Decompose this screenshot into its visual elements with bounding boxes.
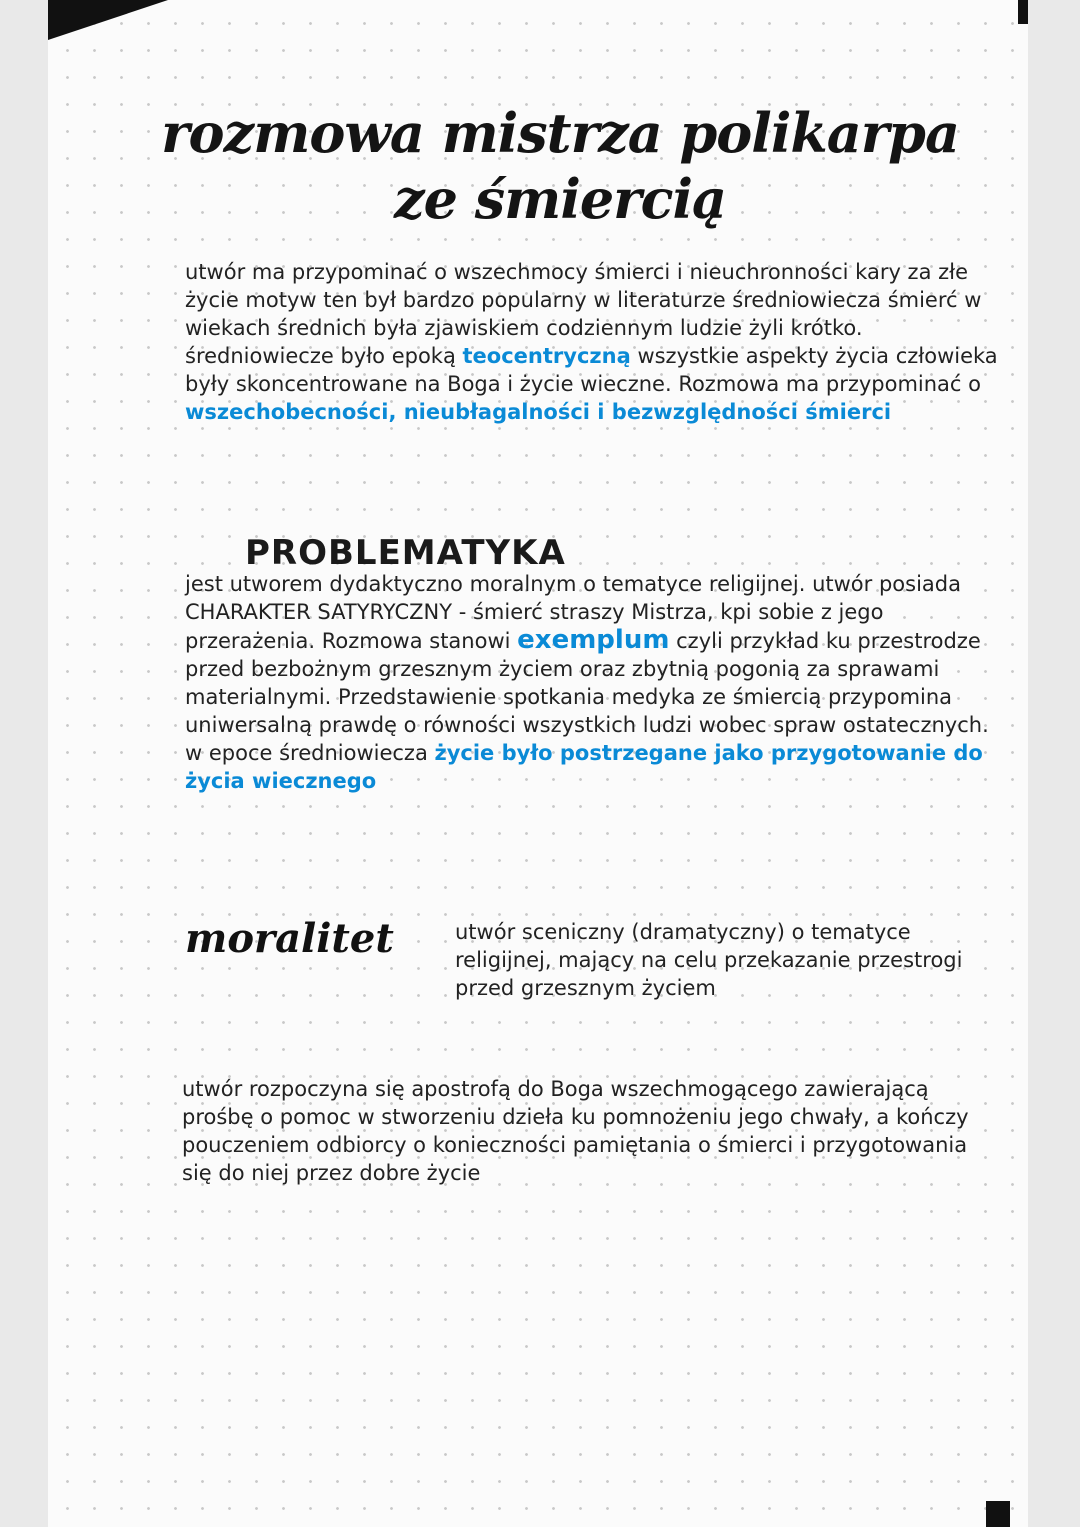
intro-text: utwór ma przypominać o wszechmocy śmierci i nieuchronności kary za złe życie motyw ten był bardzo popularny w literaturze średniowiecza śmierć w wiekach średnich była zjawiskiem codziennym ludzie żyli krótko. średniowiecze było epoką [185, 260, 982, 368]
page-title: rozmowa mistrza polikarpa ze śmiercią [161, 101, 959, 231]
page-corner-shadow [48, 0, 168, 40]
moralitet-definition: utwór sceniczny (dramatyczny) o tematyce religijnej, mający na celu przekazanie przestrogi przed grzesznym życiem [455, 920, 963, 1000]
term-moralitet: moralitet [185, 915, 394, 962]
problem-text-continued: czyli przykład ku przestrodze przed bezbożnym grzesznym życiem oraz zbytnią pogonią za sprawami materialnymi. Przedstawienie spotkania medyka ze śmiercią przypomina uniwersalną prawdę o równości wszystkich ludzi wobec spraw ostatecznych. w epoce średniowiecza [185, 629, 989, 765]
intro-text-continued: wszystkie aspekty życia człowieka były skoncentrowane na Boga i życie wieczne. Rozmowa ma przypominać o [185, 344, 998, 396]
closing-paragraph: utwór rozpoczyna się apostrofą do Boga wszechmogącego zawierającą prośbę o pomoc w stworzeniu dzieła ku pomnożeniu jego chwały, a kończy pouczeniem odbiorcy o konieczności pamiętania o śmierci i przygotowania się do niej przez dobre życie [182, 1077, 969, 1185]
problem-paragraph [185, 570, 1005, 795]
intro-paragraph [185, 258, 1005, 426]
intro-highlight-death: wszechobecności, nieubłagalności i bezwzględności śmierci [185, 400, 892, 424]
page-edge-shadow-bottom [986, 1501, 1010, 1527]
problem-highlight-life: życie było postrzegane jako przygotowanie do życia wiecznego [185, 741, 983, 793]
problem-highlight-exemplum: exemplum [517, 625, 670, 655]
page-edge-shadow [1018, 0, 1028, 24]
intro-highlight-theocentric: teocentryczną [462, 344, 631, 368]
problem-text: jest utworem dydaktyczno moralnym o tematyce religijnej. utwór posiada CHARAKTER SATYRYCZNY - śmierć straszy Mistrza, kpi sobie z jego przerażenia. Rozmowa stanowi [185, 572, 961, 653]
section-heading-problematyka: PROBLEMATYKA [245, 533, 566, 573]
